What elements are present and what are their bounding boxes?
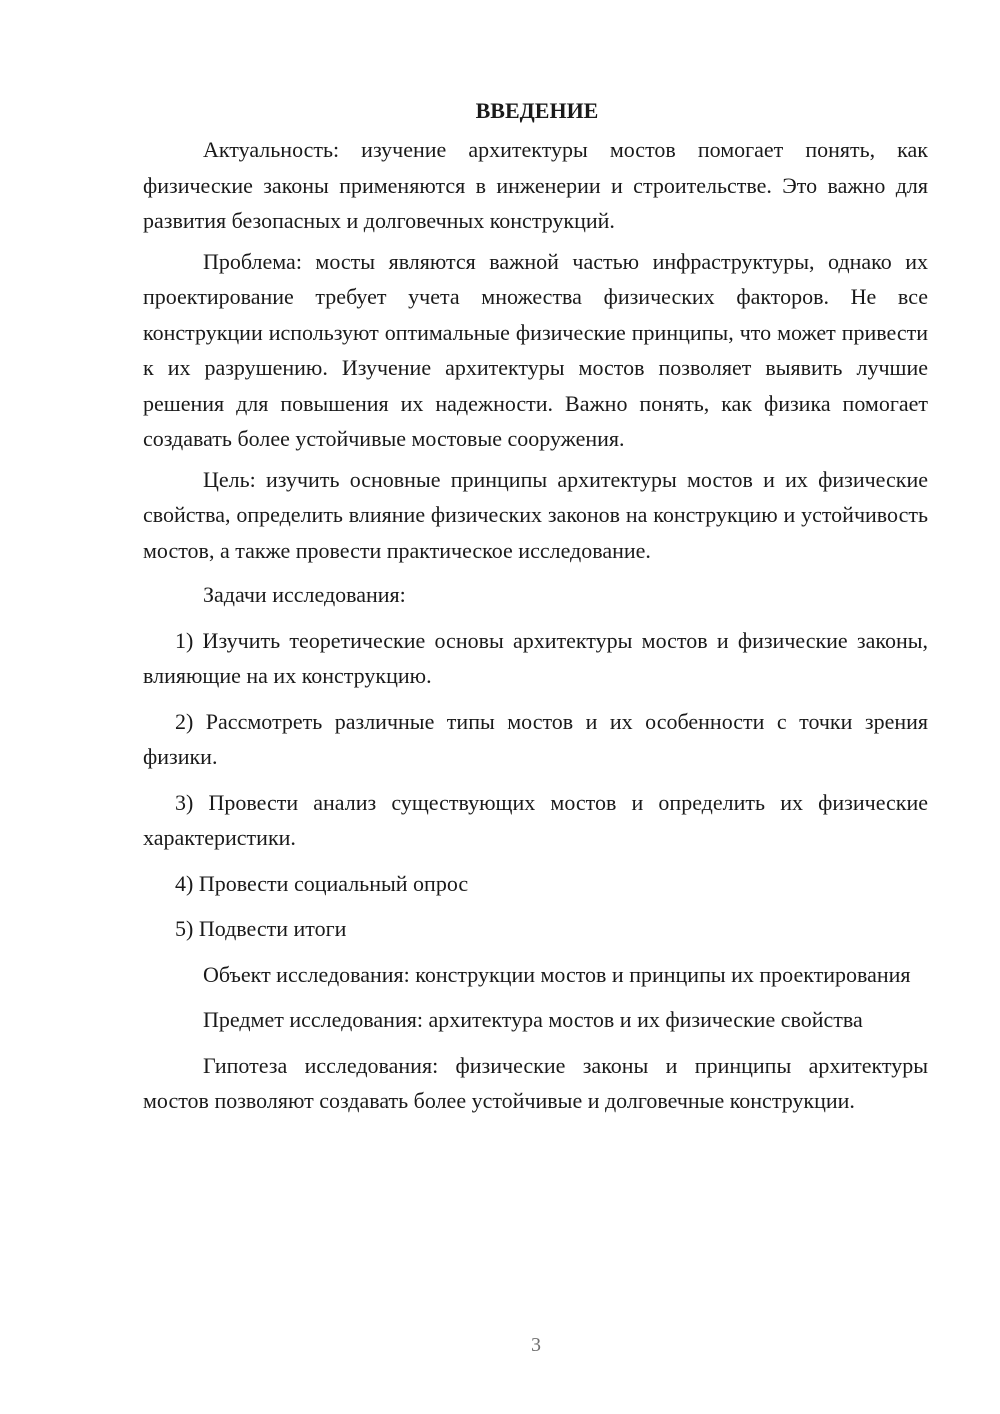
task-item-5: 5) Подвести итоги <box>175 916 347 941</box>
page-content <box>143 90 928 1119</box>
paragraph-relevance: Актуальность: изучение архитектуры мостов помогает понять, как физические законы применяются в инженерии и строительстве. Это важно для развития безопасных и долговечных конструкций. <box>143 137 928 233</box>
paragraph-problem: Проблема: мосты являются важной частью инфраструктуры, однако их проектирование требует учета множества физических факторов. Не все конструкции используют оптимальные физические принципы, что может привести к их разрушению. Изучение архитектуры мостов позволяет выявить лучшие решения для повышения их надежности. Важно понять, как физика помогает создавать более устойчивые мостовые сооружения. <box>143 248 928 451</box>
paragraph-hypothesis: Гипотеза исследования: физические законы и принципы архитектуры мостов позволяют создавать более устойчивые и долговечные конструкции. <box>143 1052 928 1113</box>
task-item-2: 2) Рассмотреть различные типы мостов и их особенности с точки зрения физики. <box>143 708 928 769</box>
task-item-3: 3) Провести анализ существующих мостов и определить их физические характеристики. <box>143 789 928 850</box>
task-item-4: 4) Провести социальный опрос <box>175 870 469 896</box>
page-title: ВВЕДЕНИЕ <box>475 98 599 123</box>
task-item-1: 1) Изучить теоретические основы архитектуры мостов и физические законы, влияющие на их конструкцию. <box>143 627 928 688</box>
paragraph-subject: Предмет исследования: архитектура мостов и их физические свойства <box>203 1007 863 1032</box>
paragraph-object: Объект исследования: конструкции мостов и принципы их проектирования <box>203 961 911 987</box>
tasks-heading: Задачи исследования: <box>203 582 406 607</box>
paragraph-goal: Цель: изучить основные принципы архитектуры мостов и их физические свойства, определить влияние физических законов на конструкцию и устойчивость мостов, а также провести практическое исследование. <box>143 466 928 563</box>
page-number: 3 <box>531 1334 541 1356</box>
